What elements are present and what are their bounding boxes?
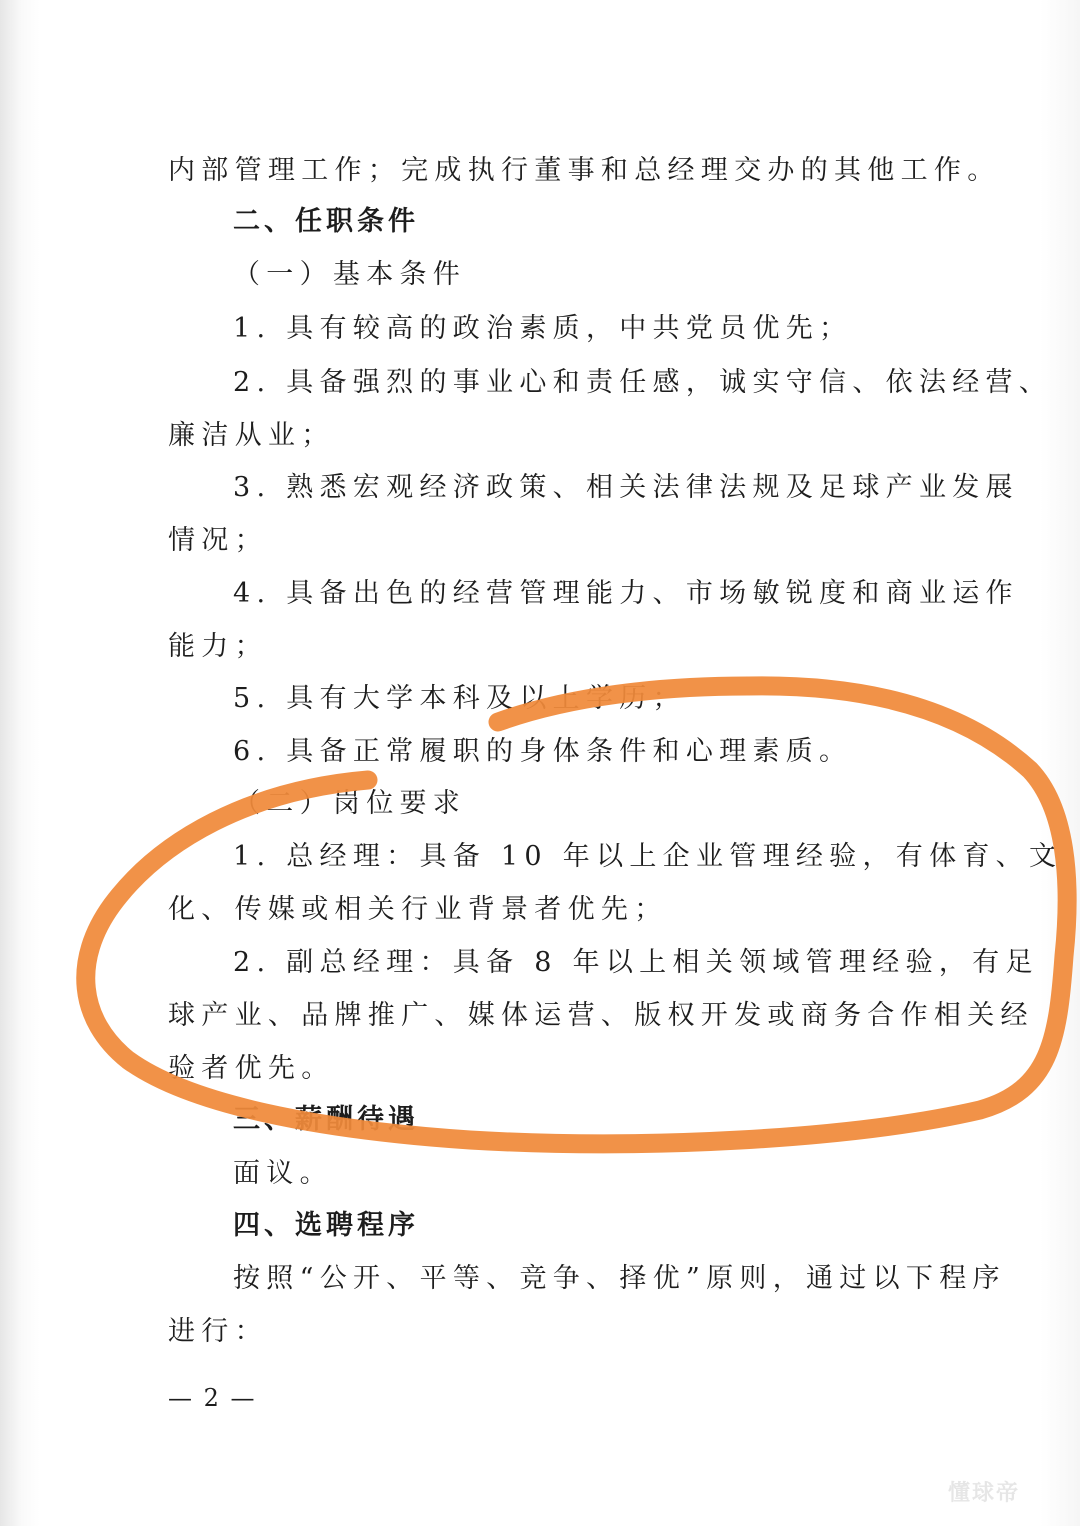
text-line-1: 内部管理工作；完成执行董事和总经理交办的其他工作。 (168, 155, 1001, 186)
basic-item-4-cont: 能力； (168, 631, 268, 662)
basic-item-6: 6. 具备正常履职的身体条件和心理素质。 (233, 736, 853, 767)
procedure-text: 按照“公开、平等、竞争、择优”原则，通过以下程序 (233, 1263, 1006, 1294)
procedure-text-cont: 进行： (168, 1316, 268, 1347)
subheading-position-requirements: （二）岗位要求 (233, 788, 467, 819)
heading-employment-conditions: 二、任职条件 (233, 206, 419, 237)
basic-item-3-cont: 情况； (168, 525, 268, 556)
watermark-logo: 懂球帝 (948, 1481, 1021, 1506)
basic-item-5: 5. 具有大学本科及以上学历； (233, 683, 686, 714)
position-item-2-cont: 球产业、品牌推广、媒体运营、版权开发或商务合作相关经 (168, 1000, 1034, 1031)
heading-selection-procedure: 四、选聘程序 (233, 1210, 419, 1241)
basic-item-1: 1. 具有较高的政治素质，中共党员优先； (233, 313, 853, 344)
basic-item-4: 4. 具备出色的经营管理能力、市场敏锐度和商业运作 (233, 578, 1019, 609)
basic-item-3: 3. 熟悉宏观经济政策、相关法律法规及足球产业发展 (233, 472, 1019, 503)
heading-compensation: 三、薪酬待遇 (233, 1104, 419, 1135)
position-item-2-cont-2: 验者优先。 (168, 1053, 335, 1084)
position-item-1-cont: 化、传媒或相关行业背景者优先； (168, 894, 668, 925)
basic-item-2: 2. 具备强烈的事业心和责任感，诚实守信、依法经营、 (233, 367, 1053, 398)
position-item-1: 1. 总经理：具备 10 年以上企业管理经验，有体育、文 (233, 841, 1063, 872)
basic-item-2-cont: 廉洁从业； (168, 420, 335, 451)
position-item-2: 2. 副总经理：具备 8 年以上相关领域管理经验，有足 (233, 947, 1039, 978)
subheading-basic-conditions: （一）基本条件 (233, 259, 467, 290)
page-number: — 2 — (168, 1384, 257, 1412)
compensation-text: 面议。 (233, 1158, 333, 1189)
